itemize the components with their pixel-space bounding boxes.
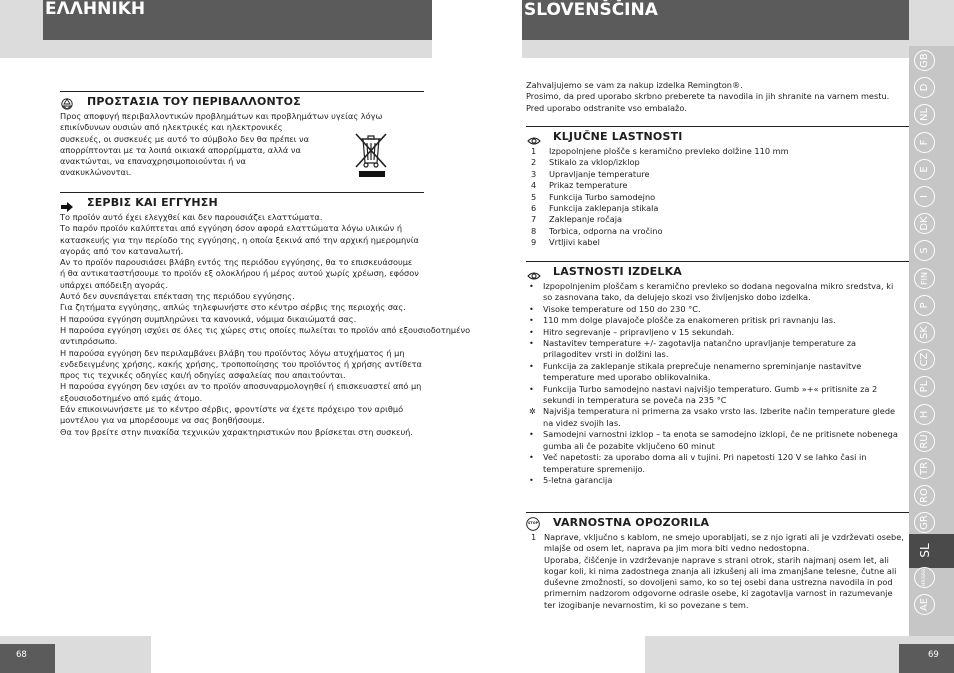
tab-label: P: [919, 302, 930, 309]
language-tab[interactable]: [909, 293, 954, 319]
features-list: [531, 146, 911, 249]
service-line: Θα τον βρείτε στην πινακίδα τεχνικών χαρακτηριστικών που βρίσκεται στη συσκευή.: [60, 426, 413, 437]
item-text: Funkcija Turbo samodejno: [549, 191, 656, 202]
list-item: [531, 180, 911, 191]
language-tab[interactable]: [909, 130, 954, 156]
tab-label: PL: [919, 381, 930, 393]
item-text: Izpopolnjene plošče s keramično prevleko dolžine 110 mm: [549, 146, 789, 156]
service-line: ενδεδειγμένης χρήσης, κακής χρήσης, τροποποίησης του προϊόντος ή χρήσης αντίθετα: [60, 358, 422, 369]
service-line: Το παρόν προϊόν καλύπτεται από εγγύηση όσον αφορά ελαττώματα λόγω υλικών ή: [60, 223, 403, 234]
intro-text: [526, 80, 889, 114]
safety-line: Uporaba, čiščenje in vzdrževanje naprave s strani otrok, starih najmanj osem let, ali: [544, 554, 889, 565]
list-item: [526, 429, 906, 452]
tab-label: RO: [919, 488, 930, 504]
language-tab[interactable]: [909, 402, 954, 428]
tab-label: CZ: [919, 352, 930, 367]
item-text: 5-letna garancija: [543, 474, 613, 485]
list-item: [531, 237, 911, 248]
tab-label: NL: [919, 108, 930, 122]
service-line: Η παρούσα εγγύηση ισχύει σε όλες τις χώρες στις οποίες πωλείται το προϊόν από εξουσιοδοτημένο: [60, 324, 471, 335]
right-page-number-box: [899, 644, 954, 673]
language-tab[interactable]: [909, 510, 954, 536]
service-line: κατασκευής για την περίοδο της εγγύησης, η οποία ξεκινά από την αρχική ημερομηνία: [60, 234, 419, 245]
service-line: Για ζητήματα εγγύησης, απλώς τηλεφωνήστε στο κέντρο σέρβις της περιοχής σας.: [60, 302, 406, 313]
service-line: ή θα αντικαταστήσουμε το προϊόν εξ ολοκλήρου ή μέρος αυτού χωρίς χρέωση, εφόσον: [60, 268, 419, 279]
list-item: [526, 475, 906, 486]
tab-label: GR: [919, 515, 930, 531]
service-title: ΣΕΡΒΙΣ ΚΑΙ ΕΓΓΥΗΣΗ: [87, 196, 218, 209]
tab-label: S: [919, 247, 930, 255]
safety-line: mlajše od osem let, naprava pa jim mora biti vedno nedostopna.: [544, 543, 810, 554]
list-item: [526, 406, 906, 429]
item-text: 110 mm dolge plavajoče plošče za enakomeren pritisk pri ravnanju las.: [543, 315, 836, 326]
safety-line: Naprave, vključno s kablom, ne smejo uporabljati, se z njo igrati ali je vzdrževati osebe,: [544, 532, 904, 542]
tab-label: GB: [919, 53, 930, 68]
item-text: Stikalo za vklop/izklop: [549, 157, 640, 168]
tab-label: SL: [917, 542, 932, 558]
list-item: [526, 281, 906, 304]
item-text: Izpopolnjenim ploščam s keramično prevleko so dodana negovalna mikro sredstva, ki so zasnovana tako, da delujejo skozi vso življenjsko dobo izdelka.: [543, 281, 894, 303]
language-tab[interactable]: [909, 211, 954, 237]
item-number: 8: [531, 225, 537, 236]
list-item: [531, 192, 911, 203]
service-line: εξουσιοδοτημένο από εμάς άτομο.: [60, 392, 203, 403]
safety-text: [544, 532, 904, 611]
left-page-number: 68: [16, 650, 27, 660]
item-text: Zaklepanje ročaja: [549, 214, 623, 225]
language-tab[interactable]: [909, 238, 954, 264]
item-number: 2: [531, 157, 537, 168]
tab-label: H: [919, 410, 930, 418]
tab-label: SK: [919, 326, 930, 339]
eye-icon: [527, 131, 541, 141]
environment-line: Προς αποφυγή περιβαλλοντικών προβλημάτων και προβλημάτων υγείας λόγω: [60, 111, 383, 121]
item-text: Funkcija zaklepanja stikala: [549, 202, 659, 213]
list-item: [531, 203, 911, 214]
service-line: Αυτό δεν συνεπάγεται επέκταση της περιόδου εγγύησης.: [60, 291, 295, 302]
item-text: Več napetosti: za uporabo doma ali v tujini. Pri napetosti 120 V se lahko časi in temperature spremenijo.: [543, 452, 867, 474]
tab-label: HR/SRB: [922, 568, 927, 586]
item-text: Vrtljivi kabel: [549, 237, 600, 248]
language-tab[interactable]: [909, 374, 954, 400]
environment-title: ΠΡΟΣΤΑΣΙΑ ΤΟΥ ΠΕΡΙΒΑΛΛΟΝΤΟΣ: [87, 95, 301, 108]
item-number: 4: [531, 180, 537, 191]
stop-icon: [526, 516, 540, 530]
eye-icon: [527, 266, 541, 276]
item-number: 7: [531, 214, 537, 225]
service-line: προς τις τεχνικές οδηγίες και/ή οδηγίες ασφαλείας που απαιτούνται.: [60, 370, 346, 381]
right-header-bar: [522, 0, 909, 40]
arrow-right-icon: [61, 197, 73, 207]
list-item: [526, 327, 906, 338]
list-item: [526, 338, 906, 361]
item-text: Hitro segrevanje – pripravljeno v 15 sekundah.: [543, 326, 735, 337]
service-line: Η παρούσα εγγύηση συμπληρώνει τα κανονικά, νόμιμα δικαιώματά σας.: [60, 313, 357, 324]
product-rule: [526, 261, 926, 262]
language-tab[interactable]: [909, 320, 954, 346]
language-tab[interactable]: [909, 347, 954, 373]
safety-line: primernim nadzorom odgovorne odrasle osebe, ki zagotavlja varnost in razumevanje: [544, 588, 893, 599]
tab-label: E: [919, 166, 930, 173]
list-item: [526, 361, 906, 384]
item-number: 9: [531, 237, 537, 248]
left-header-title: ΕΛΛΗΝΙΚΗ: [45, 0, 146, 19]
item-number: 3: [531, 168, 537, 179]
language-tab[interactable]: [909, 266, 954, 292]
language-tab[interactable]: [909, 456, 954, 482]
service-line: Το προϊόν αυτό έχει ελεγχθεί και δεν παρουσιάζει ελαττώματα.: [60, 212, 323, 222]
tab-label: F: [919, 139, 930, 145]
item-text: Samodejni varnostni izklop – ta enota se samodejno izklopi, če ne pritisnete nobenega gumba ali če pozabite vključeno 60 minut: [543, 429, 898, 451]
service-line: υπάρχει απόδειξη αγοράς.: [60, 279, 168, 290]
item-text: Najvišja temperatura ni primerna za vsako vrsto las. Izberite način temperature glede na videz svojih las.: [543, 406, 896, 428]
language-tab[interactable]: [909, 483, 954, 509]
environment-line: συσκευές, οι συσκευές με αυτό το σύμβολο δεν θα πρέπει να: [60, 133, 310, 144]
tab-label: AE: [919, 597, 930, 612]
service-text: [60, 212, 470, 438]
language-tabs: [909, 46, 954, 636]
service-line: αγοράς από τον καταναλωτή.: [60, 245, 184, 256]
service-rule: [60, 192, 424, 193]
stop-label: STOP: [527, 521, 539, 525]
features-rule: [526, 126, 926, 127]
left-header-bar: [43, 0, 432, 40]
sun-warning-icon: ✲: [529, 406, 536, 417]
language-tab[interactable]: [909, 429, 954, 455]
intro-line: Pred uporabo odstranite vso embalažo.: [526, 102, 687, 113]
service-line: Εάν επικοινωνήσετε με το κέντρο σέρβις, φροντίστε να έχετε πρόχειρο τον αριθμό: [60, 404, 404, 415]
list-item: [531, 226, 911, 237]
safety-rule: [526, 512, 926, 513]
tab-label: DK: [919, 216, 930, 231]
product-list: [526, 281, 906, 486]
tab-label: FIN: [920, 271, 929, 285]
tab-label: RU: [919, 434, 930, 449]
language-tab[interactable]: [909, 534, 954, 568]
safety-line: kogar koli, ki nima zadostnega znanja ali izkušenj ali ima zmanjšane telesne, čutne ali: [544, 565, 897, 576]
item-number: 6: [531, 202, 537, 213]
bullet-marker: •: [529, 360, 534, 371]
item-number: 1: [531, 146, 537, 156]
item-text: Torbica, odporna na vročino: [549, 225, 663, 236]
item-text: Funkcija Turbo samodejno nastavi najvišjo temperaturo. Gumb »+« pritisnite za 2 sekundi in temperatura se poveča na 235 °C: [543, 383, 878, 406]
environment-rule: [60, 91, 424, 92]
language-tab[interactable]: [909, 184, 954, 210]
item-text: Upravljanje temperature: [549, 168, 650, 179]
bullet-marker: •: [529, 326, 534, 337]
language-tab[interactable]: [909, 48, 954, 74]
list-item: [531, 214, 911, 225]
tab-label: I: [919, 195, 930, 198]
item-text: Visoke temperature od 150 do 230 °C.: [543, 303, 701, 314]
list-item: [531, 169, 911, 180]
intro-line: Prosimo, da pred uporabo skrbno preberete ta navodila in jih shranite na varnem mestu.: [526, 91, 890, 102]
list-item: [531, 146, 911, 157]
recycle-icon: [61, 95, 73, 107]
right-page-number: 69: [928, 650, 939, 660]
item-number: 5: [531, 191, 537, 202]
environment-line: επικίνδυνων ουσιών από ηλεκτρικές και ηλεκτρονικές: [60, 122, 283, 133]
features-title: KLJUČNE LASTNOSTI: [553, 130, 683, 143]
right-header-title: SLOVENŠČINA: [524, 0, 658, 20]
weee-crossed-bin-icon: [353, 131, 389, 179]
item-text: Nastavitev temperature +/- zagotavlja natančno upravljanje temperature za prilagoditev vrsti in dolžini las.: [543, 338, 857, 360]
environment-line: ανακτώνται, να επαναχρησιμοποιούνται ή να: [60, 156, 246, 167]
bullet-marker: •: [529, 281, 534, 291]
service-line: Η παρούσα εγγύηση δεν περιλαμβάνει βλάβη του προϊόντος λόγω ατυχήματος ή μη: [60, 347, 405, 358]
safety-number: 1: [531, 532, 537, 542]
list-item: [531, 157, 911, 168]
language-tab[interactable]: [909, 157, 954, 183]
list-item: [526, 315, 906, 326]
list-item: [526, 452, 906, 475]
safety-line: duševne zmožnosti, so dovoljeni samo, ko so tej osebi dana ustrezna navodila in pod: [544, 577, 893, 588]
bullet-marker: •: [529, 383, 534, 394]
left-page-number-box: [0, 644, 55, 673]
service-line: μοντέλου για να μπορέσουμε να σας βοηθήσουμε.: [60, 415, 265, 426]
bullet-marker: •: [529, 303, 534, 314]
bullet-marker: •: [529, 338, 534, 349]
language-tab[interactable]: [909, 565, 954, 591]
item-text: Prikaz temperature: [549, 180, 628, 191]
bullet-marker: •: [529, 315, 534, 326]
list-item: [526, 384, 906, 407]
service-line: αντιπρόσωπο.: [60, 336, 118, 347]
language-tab[interactable]: [909, 102, 954, 128]
safety-title: VARNOSTNA OPOZORILA: [553, 516, 710, 529]
service-line: Αν το προϊόν παρουσιάσει βλάβη εντός της περιόδου εγγύησης, θα το επισκευάσουμε: [60, 257, 413, 268]
tab-label: D: [919, 83, 930, 92]
language-tab[interactable]: [909, 592, 954, 618]
environment-line: απορρίπτονται με τα λοιπά οικιακά απορρίμματα, αλλά να: [60, 144, 301, 155]
list-item: [526, 304, 906, 315]
environment-text: [60, 111, 382, 179]
safety-line: ter izogibanje nevarnostim, ki so povezane s tem.: [544, 599, 749, 610]
environment-line: ανακυκλώνονται.: [60, 167, 132, 178]
service-line: Η παρούσα εγγύηση δεν ισχύει αν το προϊόν αποσυναρμολογηθεί ή επισκευαστεί από μη: [60, 381, 422, 392]
tab-label: TR: [919, 461, 930, 476]
item-text: Funkcija za zaklepanje stikala preprečuje nenamerno spreminjanje nastavitve temperature med uporabo oblikovalnika.: [543, 360, 862, 383]
language-tab[interactable]: [909, 75, 954, 101]
product-title: LASTNOSTI IZDELKA: [553, 265, 683, 278]
bullet-marker: •: [529, 452, 534, 463]
bullet-marker: •: [529, 474, 534, 485]
bullet-marker: •: [529, 429, 534, 440]
intro-line: Zahvaljujemo se vam za nakup izdelka Remington®.: [526, 80, 743, 90]
